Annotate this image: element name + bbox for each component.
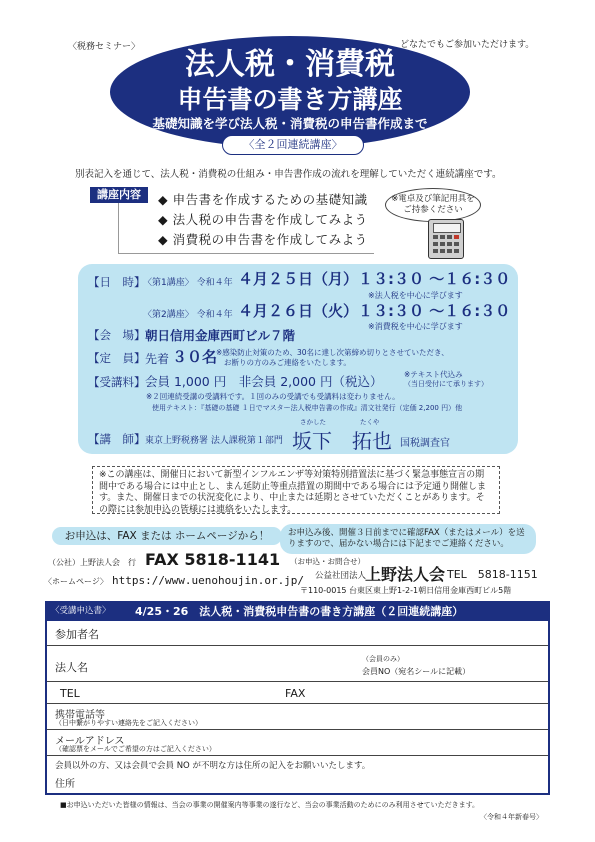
title-line2: 申告書の書き方講座 bbox=[177, 85, 403, 114]
lecturer-title: 国税調査官 bbox=[400, 438, 450, 449]
member-no-label: 会員NO（宛名シールに記載） bbox=[362, 667, 471, 676]
notice-box: ※この講座は、開催日において新型インフルエンザ等対策特別措置法に基づく緊急事態宣言の期間中である場合には中止とし、まん延防止等重点措置の期間中である場合には予定通り開催します。また、開催日までの状況変化により、中止または延期とさせていただくことがあります。その際には参加申込の皆様には連絡をいたします。 bbox=[92, 466, 500, 514]
form-divider bbox=[47, 645, 548, 646]
fee-label: 【受講料】 bbox=[88, 375, 146, 389]
apply-cta: お申込は、FAX または ホームページから！ bbox=[52, 527, 282, 545]
tel-label: TEL bbox=[60, 687, 80, 700]
capacity-note1: ※感染防止対策のため、30名に達し次第締め切りとさせていただき、 bbox=[216, 348, 449, 357]
everyone-welcome: どなたでもご参加いただけます。 bbox=[400, 40, 535, 50]
bring-note-line2: ご持参ください bbox=[403, 205, 463, 215]
privacy-note: ■お申込いただいた皆様の情報は、当会の事業の開催案内等事業の遂行など、当会の事業活動のためにのみ利用させていただきます。 bbox=[60, 801, 480, 809]
capacity-note2: お断りの方のみご連絡をいたします。 bbox=[224, 358, 351, 367]
calculator-icon bbox=[428, 219, 464, 259]
form-divider bbox=[47, 681, 548, 682]
venue: 朝日信用金庫西町ビル７階 bbox=[145, 328, 296, 343]
lecturer-ruby-surname: さかした bbox=[300, 418, 326, 426]
company-label: 法人名 bbox=[55, 661, 88, 674]
org-address: 〒110-0015 台東区東上野1-2-1朝日信用金庫西町ビル5階 bbox=[300, 586, 512, 595]
org-prefix: 公益社団法人 bbox=[315, 571, 367, 581]
datetime-label: 【日 時】 bbox=[88, 275, 146, 289]
address-label: 住所 bbox=[55, 779, 75, 790]
session1-date: ４月２５日（月）１３:３０ ～１６:３０ bbox=[238, 270, 511, 288]
lecturer-label: 【講 師】 bbox=[88, 432, 146, 446]
form-divider bbox=[47, 729, 548, 730]
form-tag: 〈受講申込書〉 bbox=[51, 606, 111, 616]
course-tag: 講座内容 bbox=[90, 187, 148, 203]
homepage-label: 〈ホームページ〉 bbox=[44, 577, 108, 586]
fax-to: （公社）上野法人会 行 bbox=[48, 558, 136, 567]
lecturer-name: 坂下 拓也 bbox=[292, 429, 392, 453]
contact-label: （お申込・お問合せ） bbox=[290, 557, 365, 566]
session2-note: ※消費税を中心に学びます bbox=[368, 322, 463, 331]
form-header-bar bbox=[45, 601, 550, 619]
fax-number: FAX 5818-1141 bbox=[145, 550, 281, 569]
course-item-3: ◆ 消費税の申告書を作成してみよう bbox=[158, 232, 368, 247]
session2-date: ４月２６日（火）１３:３０ ～１６:３０ bbox=[238, 302, 511, 320]
lecturer-office: 東京上野税務署 法人課税第１部門 bbox=[145, 436, 283, 446]
email-note: （確認票をメールでご希望の方はご記入ください） bbox=[55, 745, 216, 753]
mobile-label: 携帯電話等 bbox=[55, 710, 105, 721]
seminar-tag: 〈税務セミナー〉 bbox=[68, 42, 141, 52]
course-item-2: ◆ 法人税の申告書を作成してみよう bbox=[158, 212, 368, 227]
session1-note: ※法人税を中心に学びます bbox=[368, 291, 463, 300]
issue-label: 〈令和４年新春号〉 bbox=[480, 813, 543, 821]
bring-note-bubble bbox=[385, 188, 481, 222]
fax-confirm-note: お申込み後、開催３日前までに確認FAX（またはメール）を送りますので、届かない場合には下記までご連絡ください。 bbox=[280, 524, 536, 554]
fee: 会員 1,000 円 非会員 2,000 円（税込） bbox=[145, 374, 383, 389]
title-line1: 法人税・消費税 bbox=[185, 47, 395, 82]
org-name: 上野法人会 bbox=[365, 565, 446, 584]
fee-text-note2: （当日受付にて承ります） bbox=[404, 380, 488, 388]
participant-label: 参加者名 bbox=[55, 628, 99, 641]
venue-label: 【会 場】 bbox=[88, 328, 146, 342]
subtitle: 基礎知識を学び法人税・消費税の申告書作成まで bbox=[152, 116, 428, 131]
capacity-number: ３０名 bbox=[172, 348, 218, 366]
fee-text-note1: ※テキスト代込み bbox=[404, 370, 463, 379]
form-divider bbox=[47, 703, 548, 704]
lecturer-ruby-given: たくや bbox=[360, 418, 380, 426]
nonmember-note: 会員以外の方、又は会員で会員 NO が不明な方は住所の記入をお願いいたします。 bbox=[55, 761, 371, 771]
fee-note2: 使用テキスト：『基礎の基礎 １日でマスター法人税申告書の作成』清文社発行（定価 2,200 円）他 bbox=[152, 404, 463, 412]
bring-note-line1: ※電卓及び筆記用具を bbox=[391, 194, 475, 204]
course-item-1: ◆ 申告書を作成するための基礎知識 bbox=[158, 192, 368, 207]
mobile-note: （日中繋がりやすい連絡先をご記入ください） bbox=[55, 719, 202, 727]
fax-label: FAX bbox=[285, 687, 306, 700]
form-title: 4/25・26 法人税・消費税申告書の書き方講座（２回連続講座） bbox=[135, 605, 464, 618]
intro-text: 別表記入を通じて、法人税・消費税の仕組み・申告書作成の流れを理解していただく連続講座です。 bbox=[75, 169, 502, 180]
session1-prefix: 〈第1講座〉 令和４年 bbox=[143, 278, 233, 288]
sessions-pill: 〈全２回連続講座〉 bbox=[222, 135, 364, 155]
member-only-label: （会員のみ） bbox=[362, 655, 404, 663]
fee-note1: ※２回連続受講の受講料です。１回のみの受講でも受講料は変わりません。 bbox=[146, 392, 400, 401]
session2-prefix: 〈第2講座〉 令和４年 bbox=[143, 310, 233, 320]
capacity-label: 【定 員】 bbox=[88, 351, 146, 365]
homepage-url[interactable]: https://www.uenohoujin.or.jp/ bbox=[112, 574, 305, 587]
capacity-prefix: 先着 bbox=[145, 352, 170, 366]
form-divider bbox=[47, 755, 548, 756]
email-label: メールアドレス bbox=[55, 736, 125, 747]
org-tel: TEL 5818-1151 bbox=[447, 568, 538, 581]
